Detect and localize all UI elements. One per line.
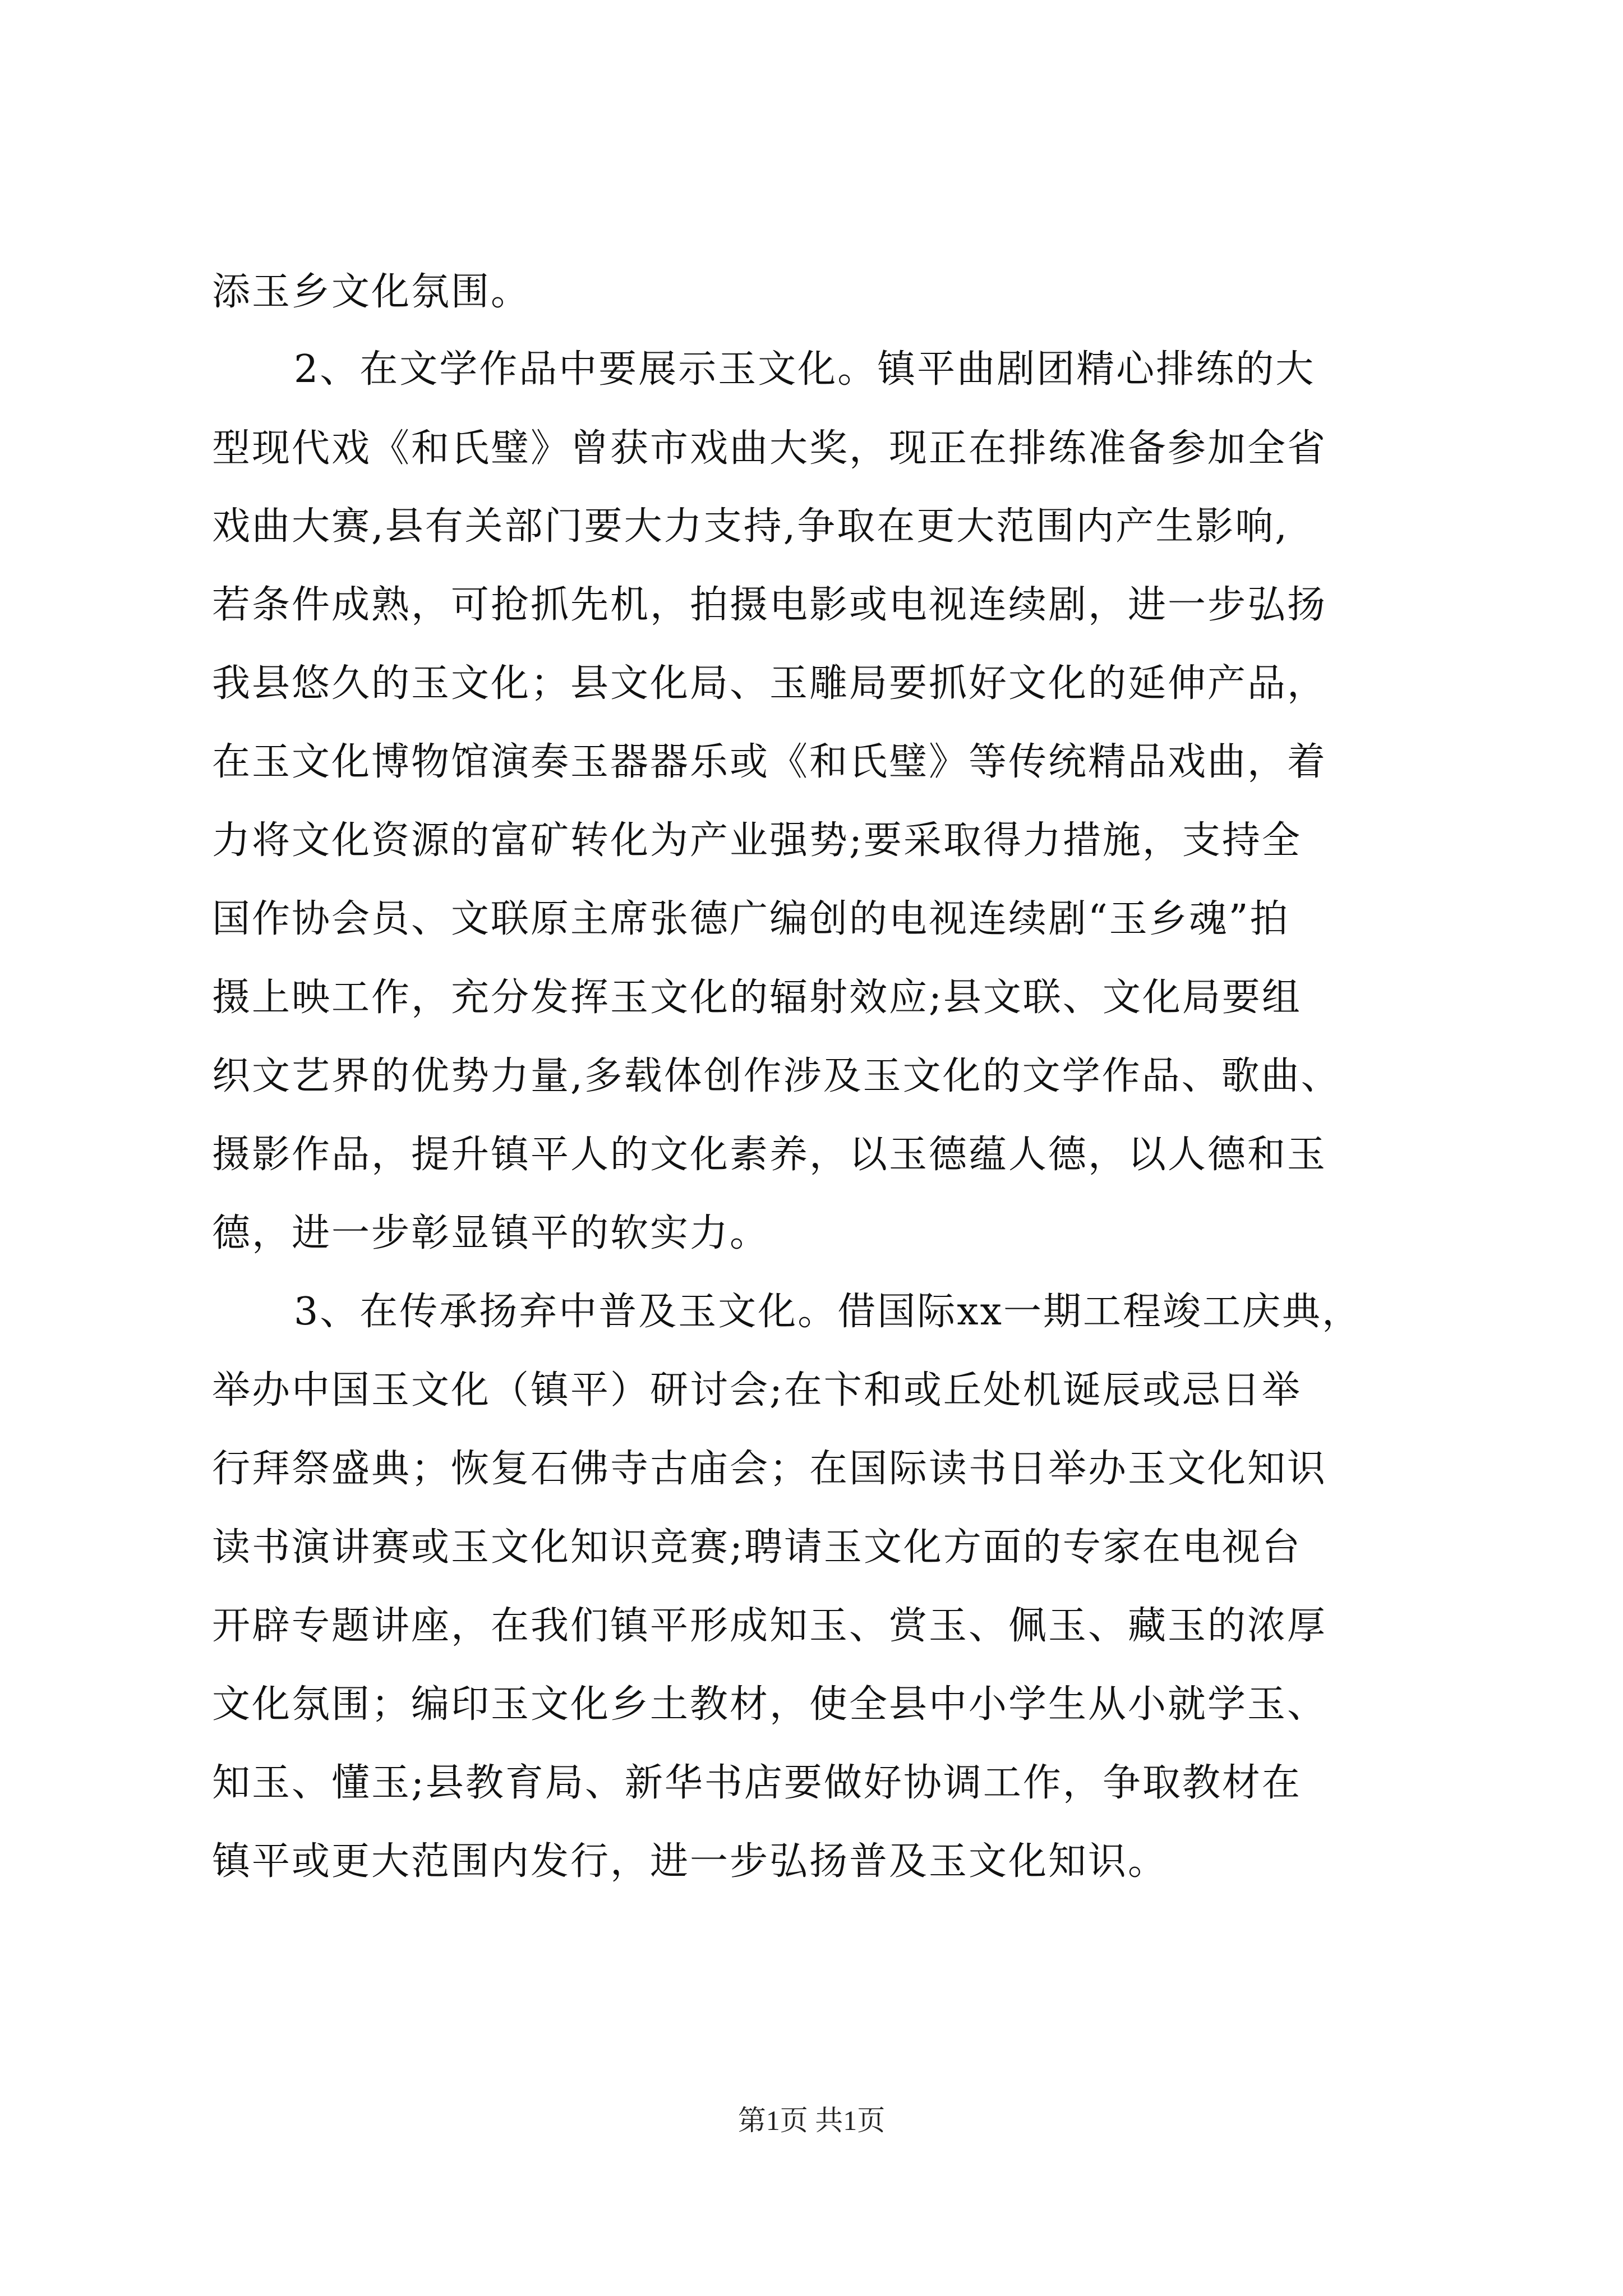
body-line: 织文艺界的优势力量,多载体创作涉及玉文化的文学作品、歌曲、 — [212, 1054, 1341, 1098]
body-line: 在玉文化博物馆演奏玉器器乐或《和氏璧》等传统精品戏曲，着 — [212, 740, 1327, 784]
paragraph-first-line: 3、在传承扬弃中普及玉文化。借国际xx一期工程竣工庆典， — [294, 1290, 1362, 1334]
body-line: 力将文化资源的富矿转化为产业强势;要采取得力措施，支持全 — [212, 818, 1302, 863]
body-line: 读书演讲赛或玉文化知识竞赛;聘请玉文化方面的专家在电视台 — [212, 1525, 1302, 1570]
page-number-footer: 第1页 共1页 — [737, 2105, 886, 2136]
body-line: 摄影作品，提升镇平人的文化素养，以玉德蕴人德，以人德和玉 — [212, 1133, 1327, 1177]
body-line: 行拜祭盛典；恢复石佛寺古庙会；在国际读书日举办玉文化知识 — [212, 1447, 1327, 1491]
body-line: 戏曲大赛,县有关部门要大力支持,争取在更大范围内产生影响, — [212, 504, 1289, 549]
body-line: 我县悠久的玉文化；县文化局、玉雕局要抓好文化的延伸产品， — [212, 661, 1327, 706]
body-line: 若条件成熟，可抢抓先机，拍摄电影或电视连续剧，进一步弘扬 — [212, 583, 1327, 627]
body-line: 添玉乡文化氛围。 — [212, 270, 531, 314]
body-line: 德，进一步彰显镇平的软实力。 — [212, 1211, 770, 1255]
paragraph-first-line: 2、在文学作品中要展示玉文化。镇平曲剧团精心排练的大 — [294, 347, 1316, 392]
body-line: 举办中国玉文化（镇平）研讨会;在卞和或丘处机诞辰或忌日举 — [212, 1368, 1302, 1412]
body-line: 镇平或更大范围内发行，进一步弘扬普及玉文化知识。 — [212, 1839, 1168, 1884]
body-line: 摄上映工作，充分发挥玉文化的辐射效应;县文联、文化局要组 — [212, 976, 1302, 1020]
body-line: 型现代戏《和氏璧》曾获市戏曲大奖，现正在排练准备参加全省 — [212, 426, 1327, 471]
body-line: 文化氛围；编印玉文化乡土教材，使全县中小学生从小就学玉、 — [212, 1682, 1327, 1727]
body-line: 知玉、懂玉;县教育局、新华书店要做好协调工作，争取教材在 — [212, 1761, 1302, 1805]
body-line: 开辟专题讲座，在我们镇平形成知玉、赏玉、佩玉、藏玉的浓厚 — [212, 1604, 1327, 1648]
body-line: 国作协会员、文联原主席张德广编创的电视连续剧“玉乡魂”拍 — [212, 897, 1290, 941]
